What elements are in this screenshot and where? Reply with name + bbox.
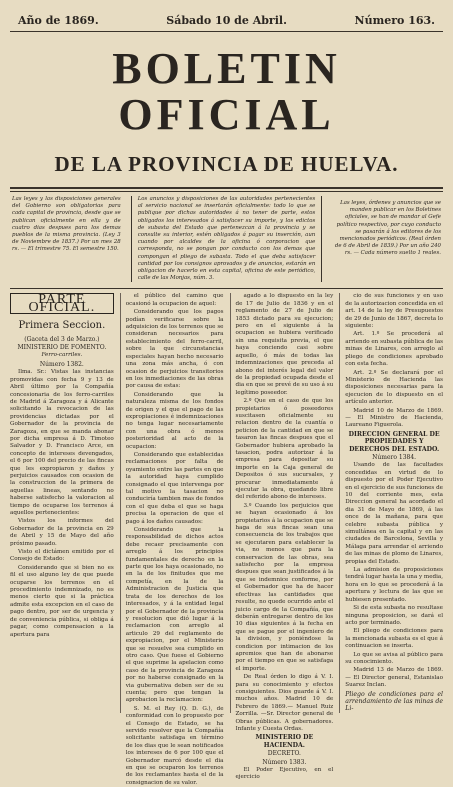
- paragraph: Usando de las facultades concedidas en virtud de lo dispuesto por el Poder Ejecutivo en el ejercicio de sus funciones de 10 del corriente mes, esta Direccion general ha acordado el dia 31 de Mayo de 1869, á las once de la mañana, para que celebre subasta pública y simultánea en la capital y en las ciudades de Barcelona, Sevilla y Málaga para arrendar el arriendo de las minas de plomo de Linares, propias del Estado.: [345, 462, 443, 565]
- paragraph: agado a lo dispuesto en la ley de 17 de Julio de 1836 y en el reglamento de 27 de Julio de 1853 dictado para su ejecucion; pero en el siguiente á la ocupacion se hubiera verificado sin una requisita previa, el que haya conciendo casi sobre aquello, ó más de todas las indemnizaciones que preceda al abono del interés legal del valor de la propiedad ocupada desde el dia en que se prevé de su uso á su legítimo poseedor.: [235, 293, 334, 396]
- section-banner: PARTE OFICIAL.: [10, 293, 114, 314]
- order-number: Número 1382.: [39, 360, 84, 368]
- paragraph: el público del camino que ocasionó la ocupacion de aquel:: [125, 293, 224, 307]
- order-number: Número 1384.: [372, 453, 417, 461]
- notice-center: Los anuncios y disposiciones de las autoridades pertenecientes al servicio nacional se insertarán oficialmente: todo lo que se publique por dichas autoridades á no tener de parte, estos obligados los interesados á satisfacer su importe, y los edictos de subasta del Estado que pertenezcan á la provincia y se consulte su interior, estén obligados á pagar su inserción, aun cuando por alcaldes de la oficina ó corporacion que corresponda, no se pongan por conducto con los demas que compongan el pliego de subasta. Todo el que deba satisfacer cantidad por los consignos aprovados y de anuncios, estarán en obligacion de hacerlo en esta capital, oficina de este periódico, calle de las Monjas, núm. 3.: [131, 196, 323, 282]
- paragraph: Art. 2.º Se declarará por el Ministerio de Hacienda las disposiciones necesarias para la ejecucion de lo dispuesto en el artículo anterior.: [345, 369, 443, 406]
- body-rule: [10, 288, 443, 289]
- issue-number: Número 163.: [354, 14, 435, 27]
- masthead-rule: [10, 187, 443, 189]
- paragraph: Considerando que si bien no es fil el uso alguno ley de que puede ocuparse los terrenos en el procedimiento indemnizado, no es menos cierto que si la práctica admite esta excepcion en el caso de pago dentro, por ser de urgencia y de conveniencia pública, si obliga á pagar, como compensacion a la apertura para: [10, 564, 114, 638]
- subscription-notices: [10, 196, 443, 282]
- paragraph: 2.º Que en el caso de que los propietarios ó poseedores suscitasen oficialmente su relacion dentro de la cuantía o peticion de la cantidad en que se tasaron las fincas despues que el Gobernador hubiera aprobado la tasacion, podra autorizar á la empresa para depositar su importe en la Caja general de Depositos ó sus sucursales, y procurar inmediatamente á ejecutar la obra, quedando libre del referido abono de intereses.: [235, 398, 334, 501]
- paragraph: Considerando que la naturaleza misma de los fondos de origen y el que el pago de las expropiaciones é indemnizaciones no tenga lugar necesariamente con una obra ó menos posterioridad al acto de la ocupacion:: [125, 391, 224, 450]
- paragraph: 3.º Cuando los perjuicios que se hayan ocasionado á los propietarios á la ocupacion que se haga de sus fincas sean una consecuencia de los trabajos que se ejecutaren para establecer la via, no menos que para la conservacion de las obras, sea satisfecho por la empresa despues que sean justificados á la que se indemnice conforme, por el Gobernador que ha de hacer efectivas las cantidades que resulte, no quede ocurrido ante el juicio cargo de la Compañía, que deberán entregarse dentro de los 10 dias siguientes á la fecha en que se pague por el ingeniero de la division, y poniéndose la condicion por intimacion de los apremios que han de abonarse por el tiempo en que se satisfaga el importe.: [235, 502, 334, 672]
- newspaper-title: BOLETIN OFICIAL: [112, 44, 341, 139]
- newspaper-subtitle: DE LA PROVINCIA DE HUELVA.: [54, 152, 399, 176]
- article-columns: [10, 292, 443, 786]
- ministry-heading: MINISTERIO DE HACIENDA.: [255, 734, 314, 749]
- paragraph: La admision de proposiciones tendrá lugar hasta la una y media, hora en lo que se procederá á la apertura y lectura de las que se hubiesen presentado.: [345, 567, 443, 603]
- rubric: Ferro-carriles.: [41, 352, 83, 359]
- notice-left: Las leyes y las disposiciones generales del Gobierno son obligatorias para cada capital de provincia, desde que se publican oficialmente en ella y de cuatro dias despues para los demas pueblos de la misma provincia. (Ley 3 de Noviembre de 1837.) Por un mes 28 rs. — El trimestre 75. El semestre 150.: [12, 196, 121, 253]
- column-3: [230, 293, 334, 781]
- notice-right: Las leyes, órdenes y anuncios que se manden publicar en los Boletines oficiales, se han de mandar al Gefe político respectivo, por cuyo conducto se pasarán á los editores de los mencionados periódicos. (Real órden de 6 de Abril de 1839.) Por un año 240 rs. — Cada número suelto 1 reales.: [334, 200, 441, 257]
- paragraph: Visto el dictámen emitido por el Consejo de Estado:: [10, 549, 114, 563]
- paragraph: Madrid 13 de Marzo de 1869.— El Director general, Estanislao Suarez Inclan.: [345, 667, 443, 689]
- ministry-heading: MINISTERIO DE FOMENTO.: [17, 344, 107, 352]
- issue-date: Sábado 10 de Abril.: [166, 14, 287, 27]
- section-title: Primera Seccion.: [18, 320, 106, 332]
- paragraph: Madrid 10 de Marzo de 1869.— El Ministro de Hacienda, Laureano Figuerola.: [345, 407, 443, 429]
- conditions-heading: Pliego de condiciones para el arrendamiento de las minas de Li-: [345, 690, 443, 713]
- order-number: Número 1383.: [262, 758, 307, 766]
- paragraph: cio de sus funciones y en uso de la autorizacion concedida en el art. 14 de la ley de Presupuestos de 29 de Junio de 1867, decreta lo siguiente:: [345, 293, 443, 330]
- paragraph: Art. 1.º Se procederá al arriendo en subasta pública de las minas de Linares, con arreglo al pliego de condiciones aprobado con esta fecha.: [345, 331, 443, 368]
- paragraph: Lo que se avisa al público para su conocimiento.: [345, 651, 443, 665]
- gaceta-note: (Gaceta del 3 de Marzo.): [24, 335, 100, 343]
- paragraph: Vistos los informes del Gobernador de la provincia en 29 de Abril y 15 de Mayo del año próximo pasado.: [10, 518, 114, 547]
- direction-heading: DIRECCION GENERAL DE PROPIEDADES Y DERECHOS DEL ESTADO.: [348, 430, 440, 453]
- column-1: [10, 293, 114, 713]
- issue-year: Año de 1869.: [18, 14, 99, 27]
- header-line: [10, 6, 443, 32]
- masthead: [10, 46, 443, 177]
- masthead-rule-thin: [10, 191, 443, 192]
- paragraph: De Real órden lo digo á V. I. para su conocimiento y efectos consiguientes. Dios guarde á V. I. muchos años. Madrid 10 de Febrero de 1869.— Manuel Ruiz Zorrilla. —Sr. Director general de Obras públicas. A gobernadores. Infante y Cuesta Ordas.: [235, 674, 334, 732]
- decree-heading: DECRETO.: [267, 750, 301, 758]
- paragraph: El pliego de condiciones para la mencionada subasta es el que á continuacion se inserta.: [345, 628, 443, 650]
- paragraph: Ilma. Sr.: Vistas las instancias promovidas con fecha 9 y 13 de Abril último por la Compañía concesionaria de los ferro-carriles de Madrid á Zaragoza y á Alicante solicitando la revocacion de las providencias dictadas por el Gobernador de la provincia de Zaragoza, en que se manda abonar por dicha empresa á D. Timoteo Salvador y D. Francisco Arce, en concepto de intereses devengados, el 6 por 100 del precio de las fincas que les expropiaron y daños y perjuicios causados con ocasion de la construccion de la primera de aquellas lineas, sentando no haberse satisfecho la valoracion al tiempo de ocuparse los terrenos á aquellos pertenecientes:: [10, 369, 114, 516]
- paragraph: El Poder Ejecutivo, en el ejercicio: [235, 767, 334, 781]
- paragraph: Considerando que establecidas reclamaciones por falta de oyamiento entre las partes en que la autoridad haya cumplido consignado el que intervenga por tal motivo la tasacion no conduciría tambien mas de fondos con el que deba el que se haga precisa la operacion de que el pago á los daños causados:: [125, 451, 224, 525]
- column-4: [339, 293, 443, 713]
- paragraph: Si de esta subasta no resultase ninguna proposicion, se dará el acto por terminado.: [345, 605, 443, 626]
- paragraph: Considerando que los pagos podían verificarse sobre la adquisicion de los terrenos que se consideran necesarios para establecimiento del ferro-carril, sobre la que circunstancias especiales hayan hecho necesario una zona más ancha, ó con ocasion de perjuicios transitorios en los inmediaciones de las obras por causa de estas:: [125, 309, 224, 390]
- column-2: [120, 293, 224, 786]
- paragraph: Considerando que la responsabilidad de dichos actos debe recaer precisamente con arreglo á los principios fundamentales de derecho en la parte que los haya ocasionado, no en la de los finitudes que me competía, en la de la Administracion de Justicia que trata de los derechos de los interesados, y á la entidad legal por el Gobernador de la provincia y resolucion que dió lugar á la reclamacion con arreglo al articulo 29 del reglamento de expropiacion, por el Ministerio que se resuelve sea cumplido en otro caso. Que fuese el Gobierno el que suprime la apelacion como caso de la provincia de Zaragoza por no haberse consignado en la via gubernativa deben ser de su cuenta; pero que tengan la aprobacion la reclamacion:: [125, 527, 224, 704]
- paragraph: S. M. el Rey (Q. D. G.), de conformidad con lo propuesto por el Consejo de Estado, se ha servido resolver que la Compañía solicitante satisfaga en término de los dias que le sean notificados los intereses de 6 por 100 que el Gobernador marcó desde el dia en que se ocuparon los terrenos de los reclamantes hasta el de la consignacion de su valor.: [125, 705, 224, 786]
